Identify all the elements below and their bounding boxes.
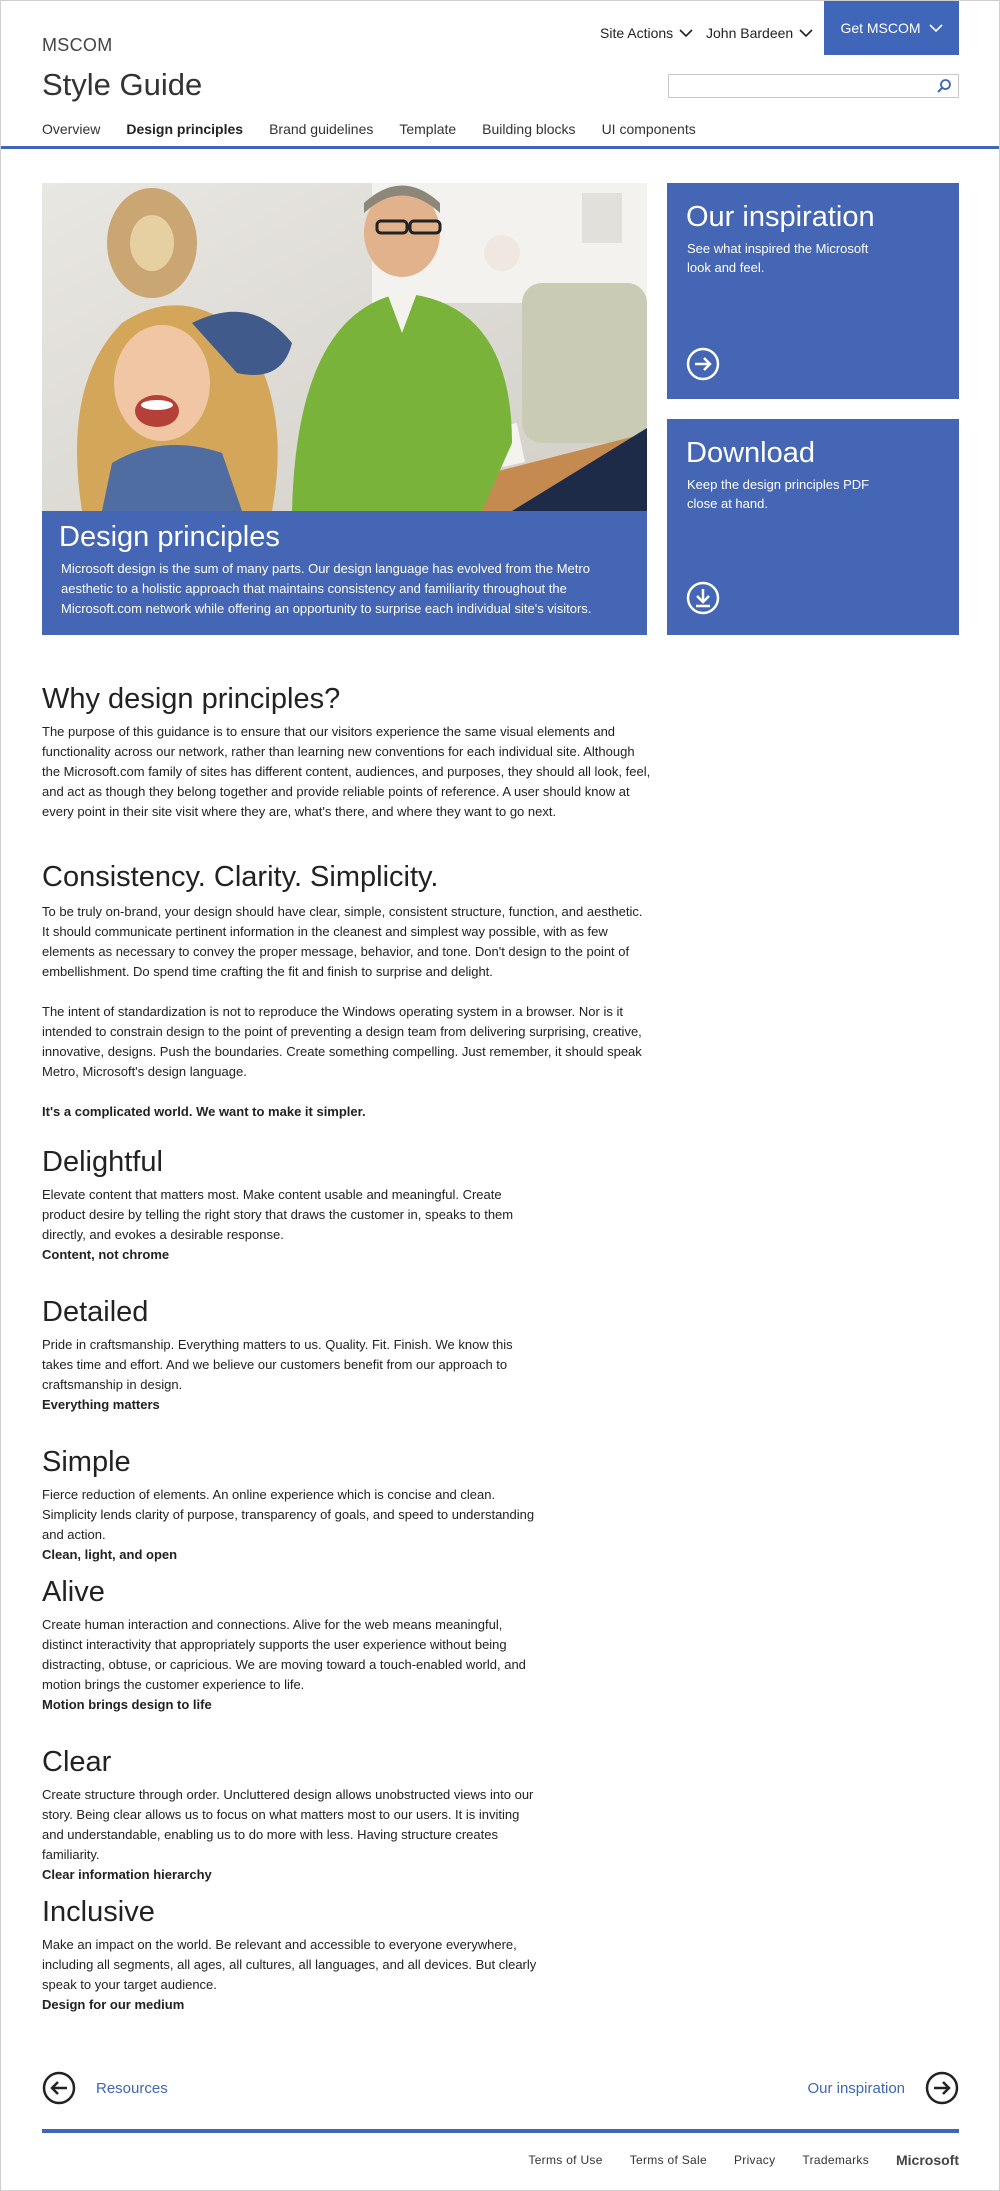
footer-divider xyxy=(42,2129,959,2133)
inspiration-tile-title: Our inspiration xyxy=(686,201,875,233)
hero-text: Microsoft design is the sum of many parts. Our design language has evolved from the Metro aesthetic to a holistic approach that maintains consistency and familiarity throughout the Microsoft.com network while offering an opportunity to surprise each individual site's visitors. xyxy=(61,561,592,616)
download-circle-icon xyxy=(686,581,720,615)
next-page-label: Our inspiration xyxy=(807,2079,905,2097)
tab-overview[interactable]: Overview xyxy=(42,121,101,137)
page-title[interactable]: Style Guide xyxy=(42,67,203,102)
section-heading: Consistency. Clarity. Simplicity. xyxy=(42,861,439,893)
section-heading: Why design principles? xyxy=(42,683,341,715)
principle-heading: Detailed xyxy=(42,1296,149,1328)
principle-clear xyxy=(42,1746,542,1885)
user-menu[interactable] xyxy=(706,25,813,41)
principle-text: Create human interaction and connections. Alive for the web means meaningful, distinct interactivity that appropriately supports the user experience without being distracting, obtuse, or capricious. We are moving toward a touch-enabled world, and motion brings the customer experience to life. xyxy=(42,1617,526,1692)
footer-link-terms-of-use[interactable]: Terms of Use xyxy=(528,2153,603,2167)
hero-title: Design principles xyxy=(59,521,280,553)
principle-inclusive xyxy=(42,1896,542,2015)
site-actions-menu[interactable] xyxy=(600,25,693,41)
prev-page-link[interactable] xyxy=(42,2071,168,2105)
principle-text: Create structure through order. Uncluttered design allows unobstructed views into our story. Being clear allows us to focus on what matters most to our users. It is inviting and understandable, enabling us to do more with less. Having structure creates familiarity. xyxy=(42,1787,534,1862)
nav-divider xyxy=(1,146,999,149)
principle-heading: Simple xyxy=(42,1446,131,1478)
hero-photo xyxy=(42,183,647,511)
principle-heading: Delightful xyxy=(42,1146,163,1178)
principle-alive xyxy=(42,1576,542,1715)
arrow-right-circle-icon xyxy=(925,2071,959,2105)
principle-heading: Clear xyxy=(42,1746,112,1778)
user-name: John Bardeen xyxy=(706,25,794,41)
principle-motto: Content, not chrome xyxy=(42,1247,170,1262)
footer-link-terms-of-sale[interactable]: Terms of Sale xyxy=(629,2153,707,2167)
principle-text: Pride in craftsmanship. Everything matters to us. Quality. Fit. Finish. We know this takes time and effort. And we believe our customers benefit from our approach to craftsmanship in design. xyxy=(42,1337,513,1392)
principle-heading: Inclusive xyxy=(42,1896,155,1928)
download-tile-text: Keep the design principles PDF close at hand. xyxy=(687,477,870,511)
section-tagline: It's a complicated world. We want to make it simpler. xyxy=(42,1104,366,1119)
inspiration-tile[interactable] xyxy=(667,183,959,399)
next-page-link[interactable] xyxy=(807,2071,959,2105)
chevron-down-icon xyxy=(929,24,943,33)
principle-motto: Clear information hierarchy xyxy=(42,1867,212,1882)
principle-heading: Alive xyxy=(42,1576,105,1608)
tab-brand-guidelines[interactable]: Brand guidelines xyxy=(269,121,374,137)
principle-text: Elevate content that matters most. Make content usable and meaningful. Create product desire by telling the right story that draws the customer in, speaks to them directly, and evokes a desirable response. xyxy=(42,1187,514,1242)
section-text: The purpose of this guidance is to ensure that our visitors experience the same visual elements and functionality across our network, rather than learning new conventions for each individual site. Although the Microsoft.com family of sites has different content, audiences, and purposes, they should all look, feel, and act as though they belong together and provide reliable points of reference. A user should know at every point in their site visit where they are, what's there, and where they want to go next. xyxy=(42,724,651,819)
principle-simple xyxy=(42,1446,542,1565)
principle-motto: Motion brings design to life xyxy=(42,1697,212,1712)
principle-motto: Everything matters xyxy=(42,1397,160,1412)
principle-delightful xyxy=(42,1146,542,1265)
hero-caption xyxy=(42,511,647,635)
consistency-section xyxy=(42,861,652,1122)
prev-page-label: Resources xyxy=(96,2079,168,2097)
tab-template[interactable]: Template xyxy=(399,121,457,137)
principle-text: Fierce reduction of elements. An online experience which is concise and clean. Simplicity lends clarity of purpose, transparency of goals, and speed to understanding and action. xyxy=(42,1487,535,1542)
intro-section xyxy=(42,683,652,822)
get-mscom-button[interactable] xyxy=(824,1,959,55)
tab-design-principles[interactable]: Design principles xyxy=(126,121,244,137)
footer-link-privacy[interactable]: Privacy xyxy=(733,2153,776,2167)
search-input[interactable] xyxy=(673,75,927,97)
site-actions-label: Site Actions xyxy=(600,25,674,41)
tab-ui-components[interactable]: UI components xyxy=(601,121,696,137)
tab-building-blocks[interactable]: Building blocks xyxy=(482,121,576,137)
download-tile-title: Download xyxy=(686,437,815,469)
principle-motto: Design for our medium xyxy=(42,1997,185,2012)
footer-link-trademarks[interactable]: Trademarks xyxy=(802,2153,869,2167)
principle-motto: Clean, light, and open xyxy=(42,1547,178,1562)
search-icon[interactable] xyxy=(936,78,952,94)
principle-text: Make an impact on the world. Be relevant and accessible to everyone everywhere, including all segments, all ages, all cultures, all languages, and all devices. But clearly speak to your target audience. xyxy=(42,1937,537,1992)
footer xyxy=(501,2152,959,2168)
chevron-down-icon xyxy=(679,29,693,38)
download-tile[interactable] xyxy=(667,419,959,635)
main-nav xyxy=(42,121,722,137)
hero-banner xyxy=(42,183,647,635)
section-text: To be truly on-brand, your design should have clear, simple, consistent structure, function, and aesthetic. It should communicate pertinent information in the cleanest and simplest way possible, with as few elements as necessary to convey the proper message, behavior, and tone. Don't design to the point of embellishment. Do spend time crafting the fit and finish to surprise and delight. xyxy=(42,904,643,979)
inspiration-tile-text: See what inspired the Microsoft look and feel. xyxy=(687,241,869,275)
chevron-down-icon xyxy=(799,29,813,38)
site-label[interactable]: MSCOM xyxy=(42,35,113,55)
arrow-left-circle-icon xyxy=(42,2071,76,2105)
microsoft-logo[interactable]: Microsoft xyxy=(896,2152,959,2168)
arrow-right-circle-icon xyxy=(686,347,720,381)
search-box xyxy=(668,74,959,98)
principle-detailed xyxy=(42,1296,542,1415)
section-text: The intent of standardization is not to reproduce the Windows operating system in a browser. Nor is it intended to constrain design to the point of preventing a design team from delivering surprising, creative, innovative, designs. Push the boundaries. Create something compelling. Just remember, it should speak Metro, Microsoft's design language. xyxy=(42,1004,642,1079)
get-mscom-label: Get MSCOM xyxy=(840,20,921,36)
